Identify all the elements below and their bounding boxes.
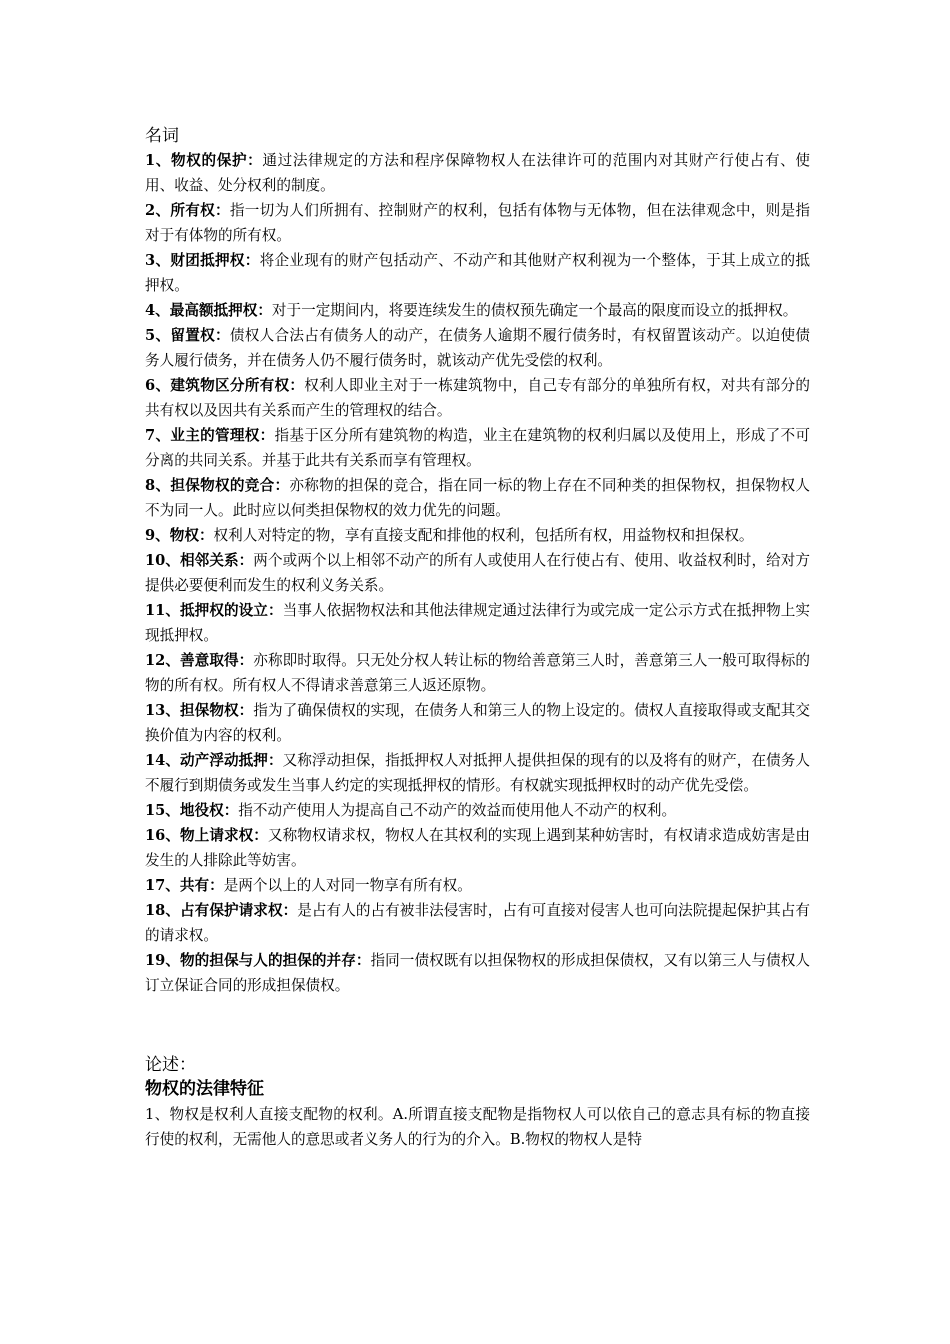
term-number: 16、 — [145, 827, 181, 844]
term-item — [145, 198, 810, 248]
term-number: 17、 — [145, 877, 180, 894]
topic-heading: 物权的法律特征 — [145, 1079, 264, 1099]
term-item — [145, 748, 810, 798]
term-number: 19、 — [145, 952, 181, 969]
term-number: 5、 — [145, 327, 171, 344]
term-definition: 两个或两个以上相邻不动产的所有人或使用人在行使占有、使用、收益权利时，给对方提供必要便利而发生的权利义务关系。 — [145, 552, 810, 594]
term-item — [145, 523, 810, 548]
term-definition: 是两个以上的人对同一物享有所有权。 — [223, 877, 472, 894]
term-number: 9、 — [145, 527, 170, 544]
term-name: 抵押权的设立： — [180, 602, 283, 619]
term-definition: 通过法律规定的方法和程序保障物权人在法律许可的范围内对其财产行使占有、使用、收益、处分权利的制度。 — [145, 152, 810, 194]
term-name: 业主的管理权： — [170, 427, 275, 444]
term-item — [145, 598, 810, 648]
term-number: 7、 — [145, 427, 171, 444]
term-item — [145, 423, 810, 473]
term-definition: 权利人即业主对于一栋建筑物中，自己专有部分的单独所有权，对共有部分的共有权以及因共有关系而产生的管理权的结合。 — [145, 377, 810, 419]
term-item — [145, 823, 810, 873]
term-name: 留置权： — [170, 327, 230, 344]
term-definition: 亦称即时取得。只无处分权人转让标的物给善意第三人时，善意第三人一般可取得标的物的所有权。所有权人不得请求善意第三人返还原物。 — [145, 652, 810, 694]
section-gap — [145, 998, 810, 1053]
term-item — [145, 148, 810, 198]
essay-paragraph: 1、物权是权利人直接支配物的权利。A.所谓直接支配物是指物权人可以依自己的意志具有标的物直接行使的权利，无需他人的意思或者义务人的行为的介入。B.物权的物权人是特 — [145, 1106, 810, 1148]
term-item — [145, 698, 810, 748]
term-number: 14、 — [145, 752, 181, 769]
term-item — [145, 323, 810, 373]
term-number: 10、 — [145, 552, 181, 569]
term-name: 物权： — [169, 527, 214, 544]
term-item — [145, 873, 810, 898]
term-name: 动产浮动抵押： — [180, 752, 283, 769]
terms-list — [145, 148, 810, 998]
term-item — [145, 298, 810, 323]
term-item — [145, 248, 810, 298]
term-number: 11、 — [145, 602, 181, 619]
term-name: 财团抵押权： — [170, 252, 260, 269]
term-item — [145, 648, 810, 698]
section-title-essay: 论述： — [145, 1055, 196, 1075]
term-definition: 对于一定期间内，将要连续发生的债权预先确定一个最高的限度而设立的抵押权。 — [271, 302, 798, 319]
document-content — [145, 124, 810, 1152]
term-name: 所有权： — [170, 202, 230, 219]
term-name: 物上请求权： — [180, 827, 268, 844]
term-item — [145, 898, 810, 948]
term-definition: 权利人对特定的物，享有直接支配和排他的权利，包括所有权，用益物权和担保权。 — [213, 527, 754, 544]
term-name: 共有： — [179, 877, 224, 894]
term-number: 4、 — [145, 302, 170, 319]
term-name: 建筑物区分所有权： — [170, 377, 305, 394]
term-number: 18、 — [145, 902, 181, 919]
term-name: 地役权： — [179, 802, 239, 819]
term-name: 担保物权的竞合： — [170, 477, 290, 494]
term-definition: 指为了确保债权的实现，在债务人和第三人的物上设定的。债权人直接取得或支配其交换价值为内容的权利。 — [145, 702, 810, 744]
term-item — [145, 548, 810, 598]
term-definition: 是占有人的占有被非法侵害时，占有可直接对侵害人也可向法院提起保护其占有的请求权。 — [145, 902, 810, 944]
term-item — [145, 948, 810, 998]
term-name: 物的担保与人的担保的并存： — [180, 952, 371, 969]
section-title-nouns: 名词 — [145, 126, 179, 146]
term-definition: 又称浮动担保，指抵押权人对抵押人提供担保的现有的以及将有的财产，在债务人不履行到期债务或发生当事人约定的实现抵押权的情形。有权就实现抵押权时的动产优先受偿。 — [145, 752, 810, 794]
term-number: 2、 — [145, 202, 171, 219]
term-name: 善意取得： — [180, 652, 254, 669]
term-name: 占有保护请求权： — [180, 902, 298, 919]
term-number: 6、 — [145, 377, 171, 394]
term-definition: 当事人依据物权法和其他法律规定通过法律行为或完成一定公示方式在抵押物上实现抵押权。 — [145, 602, 810, 644]
term-definition: 指一切为人们所拥有、控制财产的权利，包括有体物与无体物，但在法律观念中，则是指对于有体物的所有权。 — [145, 202, 810, 244]
term-definition: 又称物权请求权，物权人在其权利的实现上遇到某种妨害时，有权请求造成妨害是由发生的人排除此等妨害。 — [145, 827, 810, 869]
term-name: 物权的保护： — [171, 152, 263, 169]
term-item — [145, 473, 810, 523]
term-number: 3、 — [145, 252, 171, 269]
term-number: 13、 — [145, 702, 181, 719]
term-definition: 将企业现有的财产包括动产、不动产和其他财产权利视为一个整体，于其上成立的抵押权。 — [145, 252, 810, 294]
term-name: 最高额抵押权： — [169, 302, 272, 319]
term-number: 12、 — [145, 652, 181, 669]
term-definition: 指同一债权既有以担保物权的形成担保债权，又有以第三人与债权人订立保证合同的形成担保债权。 — [145, 952, 810, 994]
term-item — [145, 373, 810, 423]
term-definition: 指基于区分所有建筑物的构造，业主在建筑物的权利归属以及使用上，形成了不可分离的共同关系。并基于此共有关系而享有管理权。 — [145, 427, 810, 469]
term-number: 15、 — [145, 802, 180, 819]
term-number: 1、 — [145, 152, 172, 169]
term-number: 8、 — [145, 477, 171, 494]
term-name: 相邻关系： — [180, 552, 254, 569]
term-item — [145, 798, 810, 823]
term-definition: 亦称物的担保的竞合，指在同一标的物上存在不同种类的担保物权，担保物权人不为同一人。此时应以何类担保物权的效力优先的问题。 — [145, 477, 810, 519]
term-definition: 债权人合法占有债务人的动产，在债务人逾期不履行债务时，有权留置该动产。以迫使债务人履行债务，并在债务人仍不履行债务时，就该动产优先受偿的权利。 — [145, 327, 810, 369]
term-definition: 指不动产使用人为提高自己不动产的效益而使用他人不动产的权利。 — [238, 802, 677, 819]
term-name: 担保物权： — [180, 702, 254, 719]
